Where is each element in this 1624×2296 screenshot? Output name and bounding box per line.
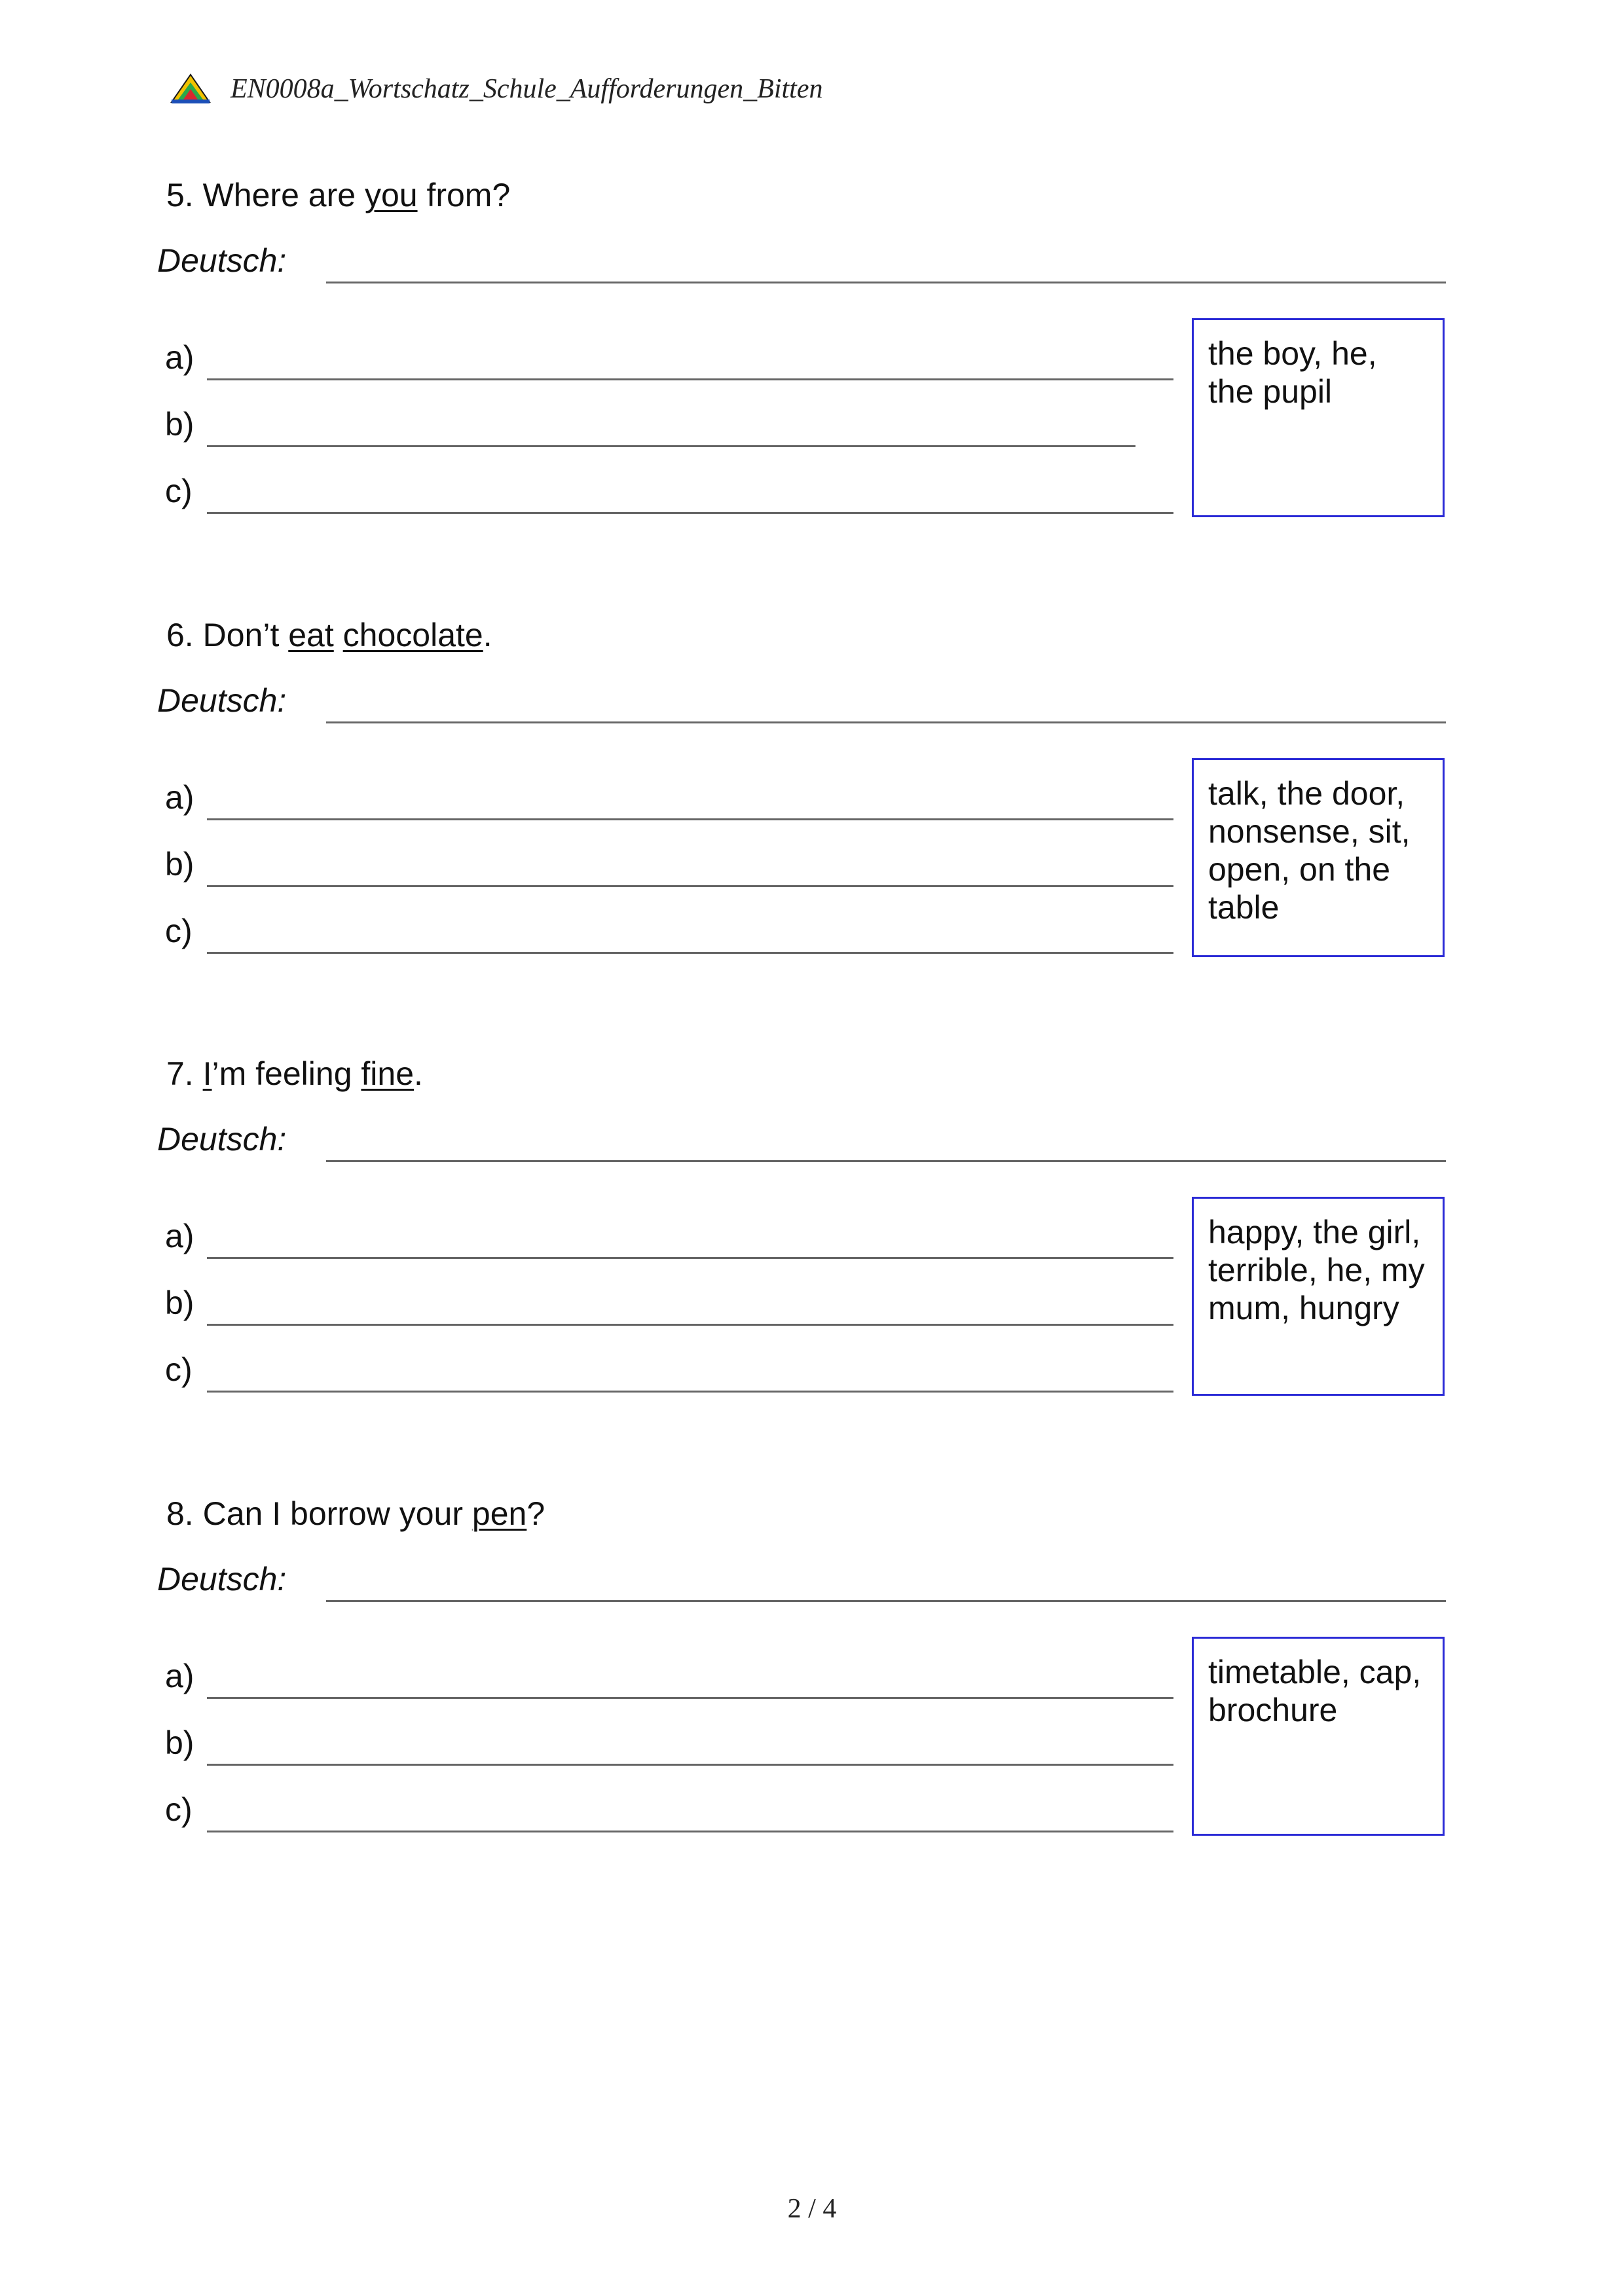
answer-line-c[interactable]: [207, 1831, 1173, 1832]
question-number: 6.: [166, 617, 194, 653]
word-box: the boy, he, the pupil: [1192, 318, 1445, 517]
underlined-word: I: [202, 1055, 212, 1092]
answer-line-a[interactable]: [207, 1257, 1173, 1259]
question-text: [166, 614, 492, 656]
answer-line-a[interactable]: [207, 378, 1173, 380]
question-part: from?: [417, 177, 511, 213]
answer-label-c: c): [165, 473, 193, 509]
question-part: ’m feeling: [212, 1055, 361, 1092]
underlined-word: you: [364, 177, 418, 213]
question-part: .: [483, 617, 492, 653]
answer-label-a: a): [165, 779, 194, 816]
answer-label-a: a): [165, 339, 194, 376]
deutsch-answer-line[interactable]: [326, 282, 1446, 283]
answer-label-b: b): [165, 846, 194, 883]
question-part: Where are: [202, 177, 365, 213]
question-part: [334, 617, 343, 653]
deutsch-answer-line[interactable]: [326, 1160, 1446, 1162]
answer-label-a: a): [165, 1658, 194, 1694]
answer-line-c[interactable]: [207, 952, 1173, 954]
word-box: talk, the door, nonsense, sit, open, on the table: [1192, 758, 1445, 957]
document-title: EN0008a_Wortschatz_Schule_Aufforderungen_Bitten: [231, 74, 823, 104]
document-header: [169, 73, 822, 105]
answer-label-b: b): [165, 1285, 194, 1321]
answer-line-c[interactable]: [207, 512, 1173, 514]
question-part: Can I borrow your: [202, 1495, 472, 1532]
answer-label-b: b): [165, 406, 194, 443]
underlined-word: eat: [288, 617, 334, 653]
exercise-6: [0, 614, 1624, 981]
answer-line-a[interactable]: [207, 818, 1173, 820]
word-box: happy, the girl, terrible, he, my mum, hungry: [1192, 1197, 1445, 1396]
underlined-word: fine: [361, 1055, 415, 1092]
deutsch-label: Deutsch:: [157, 682, 287, 719]
question-part: ?: [526, 1495, 545, 1532]
answer-line-b[interactable]: [207, 1764, 1173, 1766]
question-part: .: [414, 1055, 423, 1092]
answer-label-c: c): [165, 1351, 193, 1388]
deutsch-answer-line[interactable]: [326, 1600, 1446, 1602]
answer-line-c[interactable]: [207, 1391, 1173, 1393]
question-number: 7.: [166, 1055, 194, 1092]
answer-line-b[interactable]: [207, 885, 1173, 887]
answer-line-b[interactable]: [207, 445, 1135, 447]
question-number: 5.: [166, 177, 194, 213]
deutsch-label: Deutsch:: [157, 1121, 287, 1157]
answer-label-b: b): [165, 1724, 194, 1761]
question-text: [166, 1053, 423, 1095]
underlined-word: pen: [471, 1495, 527, 1532]
answer-line-a[interactable]: [207, 1697, 1173, 1699]
answer-label-a: a): [165, 1218, 194, 1254]
deutsch-label: Deutsch:: [157, 1561, 287, 1597]
school-logo-icon: [169, 73, 212, 105]
exercise-5: [0, 174, 1624, 541]
exercise-7: [0, 1053, 1624, 1419]
answer-label-c: c): [165, 1791, 193, 1828]
question-text: [166, 1493, 545, 1535]
exercise-8: [0, 1493, 1624, 1859]
page-number: 2 / 4: [787, 2194, 837, 2224]
answer-line-b[interactable]: [207, 1324, 1173, 1326]
question-number: 8.: [166, 1495, 194, 1532]
question-part: Don’t: [202, 617, 289, 653]
word-box: timetable, cap, brochure: [1192, 1637, 1445, 1836]
answer-label-c: c): [165, 913, 193, 949]
deutsch-answer-line[interactable]: [326, 721, 1446, 723]
underlined-word: chocolate: [342, 617, 483, 653]
deutsch-label: Deutsch:: [157, 242, 287, 279]
question-text: [166, 174, 510, 216]
